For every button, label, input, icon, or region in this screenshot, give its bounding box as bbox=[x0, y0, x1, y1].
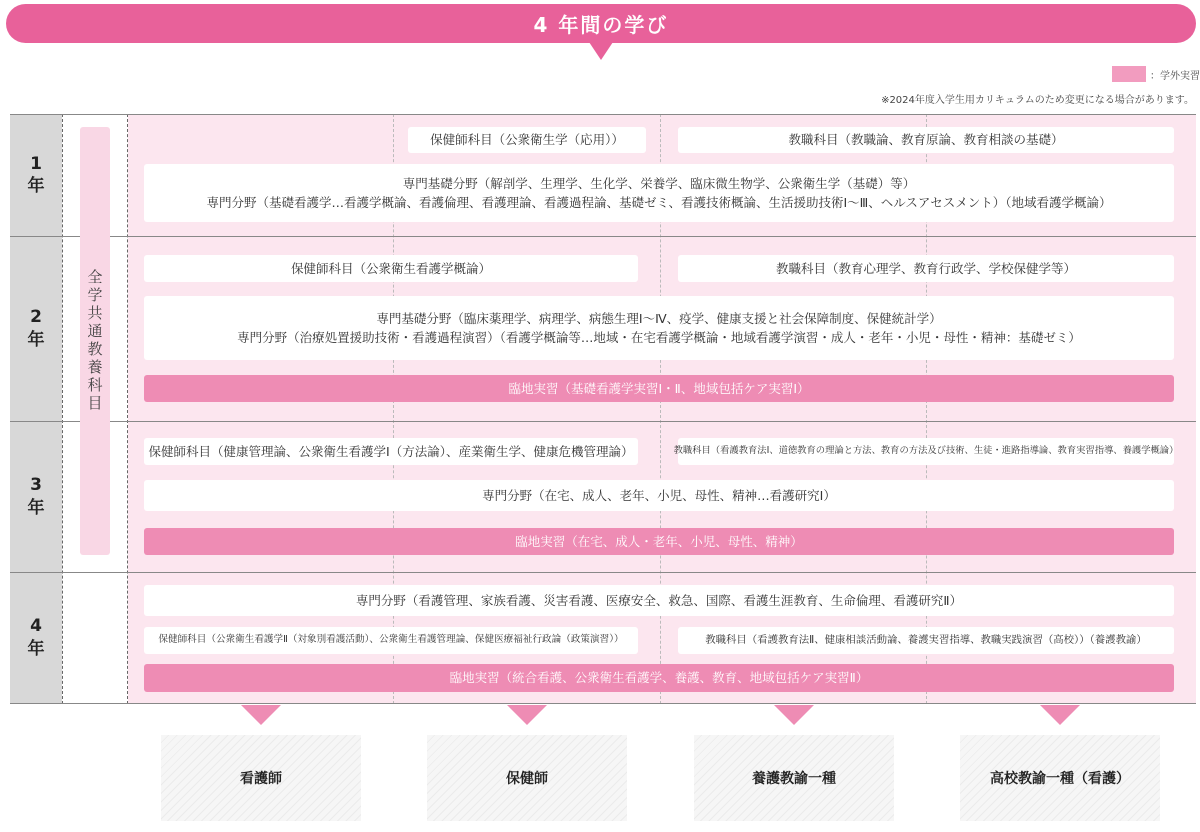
qualification-label: 看護師 bbox=[240, 771, 282, 787]
row-border bbox=[10, 114, 1196, 115]
year3-specialized-courses bbox=[144, 480, 1174, 511]
row-border bbox=[10, 572, 1196, 573]
down-arrow-icon bbox=[507, 705, 547, 725]
year-label-text: 1 年 bbox=[27, 153, 45, 196]
box-text: 教職科目（教育心理学、教育行政学、学校保健学等） bbox=[775, 260, 1076, 276]
year-label-text: 3 年 bbox=[27, 475, 45, 518]
year3-public-health-nurse-courses bbox=[144, 438, 638, 465]
year3-teaching-courses bbox=[673, 438, 1179, 465]
qualification-public-health-nurse bbox=[427, 735, 627, 821]
year4-public-health-nurse-courses bbox=[144, 627, 638, 654]
page-title: 4 年間の学び bbox=[533, 13, 669, 37]
row-border bbox=[10, 703, 1196, 704]
box-text: 専門分野（治療処置援助技術・看護過程演習）（看護学概論等…地域・在宅看護学概論・地域看護学演習・成人・老年・小児・母性・精神：基礎ゼミ） bbox=[237, 330, 1081, 345]
box-text: 専門基礎分野（解剖学、生理学、生化学、栄養学、臨床微生物学、公衆衛生学（基礎）等） bbox=[402, 175, 916, 191]
down-arrow-icon bbox=[774, 705, 814, 725]
year2-teaching-courses bbox=[678, 255, 1174, 282]
down-arrow-icon bbox=[1040, 705, 1080, 725]
box-text: 専門分野（在宅、成人、老年、小児、母性、精神…看護研究Ⅰ） bbox=[482, 487, 836, 503]
year1-specialized-courses bbox=[144, 164, 1174, 222]
year4-clinical-practice bbox=[144, 664, 1174, 692]
divider bbox=[62, 114, 63, 704]
qualification-school-nurse-teacher bbox=[694, 735, 894, 821]
year1-teaching-courses bbox=[678, 127, 1174, 153]
box-text: 保健師科目（健康管理論、公衆衛生看護学Ⅰ（方法論）、産業衛生学、健康危機管理論） bbox=[148, 443, 634, 459]
year4-teaching-courses bbox=[678, 627, 1174, 654]
box-text: 専門分野（基礎看護学…看護学概論、看護倫理、看護理論、看護過程論、基礎ゼミ、看護技術概論、生活援助技術Ⅰ～Ⅲ、ヘルスアセスメント）（地域看護学概論） bbox=[206, 195, 1112, 210]
year1-public-health-nurse-courses bbox=[408, 127, 646, 153]
divider bbox=[127, 114, 128, 704]
qualification-label: 高校教諭一種（看護） bbox=[990, 771, 1130, 787]
box-text: 臨地実習（統合看護、公衆衛生看護学、養護、教育、地域包括ケア実習Ⅱ） bbox=[449, 670, 869, 686]
banner-arrow-icon bbox=[589, 42, 613, 60]
year-label-2 bbox=[10, 236, 62, 421]
qualification-label: 保健師 bbox=[506, 771, 548, 787]
curriculum-note: ※2024年度入学生用カリキュラムのため変更になる場合があります。 bbox=[881, 95, 1194, 106]
curriculum-table bbox=[10, 114, 1196, 704]
box-text: 保健師科目（公衆衛生看護学Ⅱ（対象別看護活動）、公衆衛生看護管理論、保健医療福祉行政論（政策演習）） bbox=[158, 634, 624, 646]
box-text: 臨地実習（在宅、成人・老年、小児、母性、精神） bbox=[515, 533, 803, 549]
box-text: 保健師科目（公衆衛生看護学概論） bbox=[290, 260, 491, 276]
qualification-nurse bbox=[161, 735, 361, 821]
general-education-label: 全学共通教養科目 bbox=[85, 269, 104, 413]
qualification-high-school-teacher bbox=[960, 735, 1160, 821]
box-text: 保健師科目（公衆衛生学（応用）） bbox=[430, 132, 624, 148]
year-label-3 bbox=[10, 421, 62, 572]
box-text: 専門分野（看護管理、家族看護、災害看護、医療安全、救急、国際、看護生涯教育、生命倫理、看護研究Ⅱ） bbox=[355, 592, 963, 608]
year2-specialized-courses bbox=[144, 296, 1174, 360]
legend-label: ：学外実習 bbox=[1150, 71, 1200, 82]
box-text: 臨地実習（基礎看護学実習Ⅰ・Ⅱ、地域包括ケア実習Ⅰ） bbox=[508, 380, 810, 396]
year-label-text: 2 年 bbox=[27, 307, 45, 350]
row-border bbox=[10, 421, 1196, 422]
page-title-banner bbox=[6, 4, 1196, 43]
down-arrow-icon bbox=[241, 705, 281, 725]
box-text: 教職科目（看護教育法Ⅰ、道徳教育の理論と方法、教育の方法及び技術、生徒・進路指導論、教育実習指導、養護学概論） bbox=[673, 445, 1179, 457]
box-text: 教職科目（看護教育法Ⅱ、健康相談活動論、養護実習指導、教職実践演習（高校））（養護教諭） bbox=[705, 634, 1147, 647]
year-label-4 bbox=[10, 572, 62, 703]
year2-clinical-practice bbox=[144, 375, 1174, 402]
general-education-box bbox=[80, 127, 110, 555]
qualification-label: 養護教諭一種 bbox=[752, 771, 836, 787]
year-label-1 bbox=[10, 114, 62, 236]
year-label-text: 4 年 bbox=[27, 616, 45, 659]
box-text: 専門基礎分野（臨床薬理学、病理学、病態生理Ⅰ～Ⅳ、疫学、健康支援と社会保障制度、保健統計学） bbox=[376, 310, 942, 326]
year4-specialized-courses bbox=[144, 585, 1174, 616]
legend-swatch bbox=[1112, 66, 1146, 82]
row-border bbox=[10, 236, 1196, 237]
year2-public-health-nurse-courses bbox=[144, 255, 638, 282]
year3-clinical-practice bbox=[144, 528, 1174, 555]
box-text: 教職科目（教職論、教育原論、教育相談の基礎） bbox=[788, 132, 1064, 148]
